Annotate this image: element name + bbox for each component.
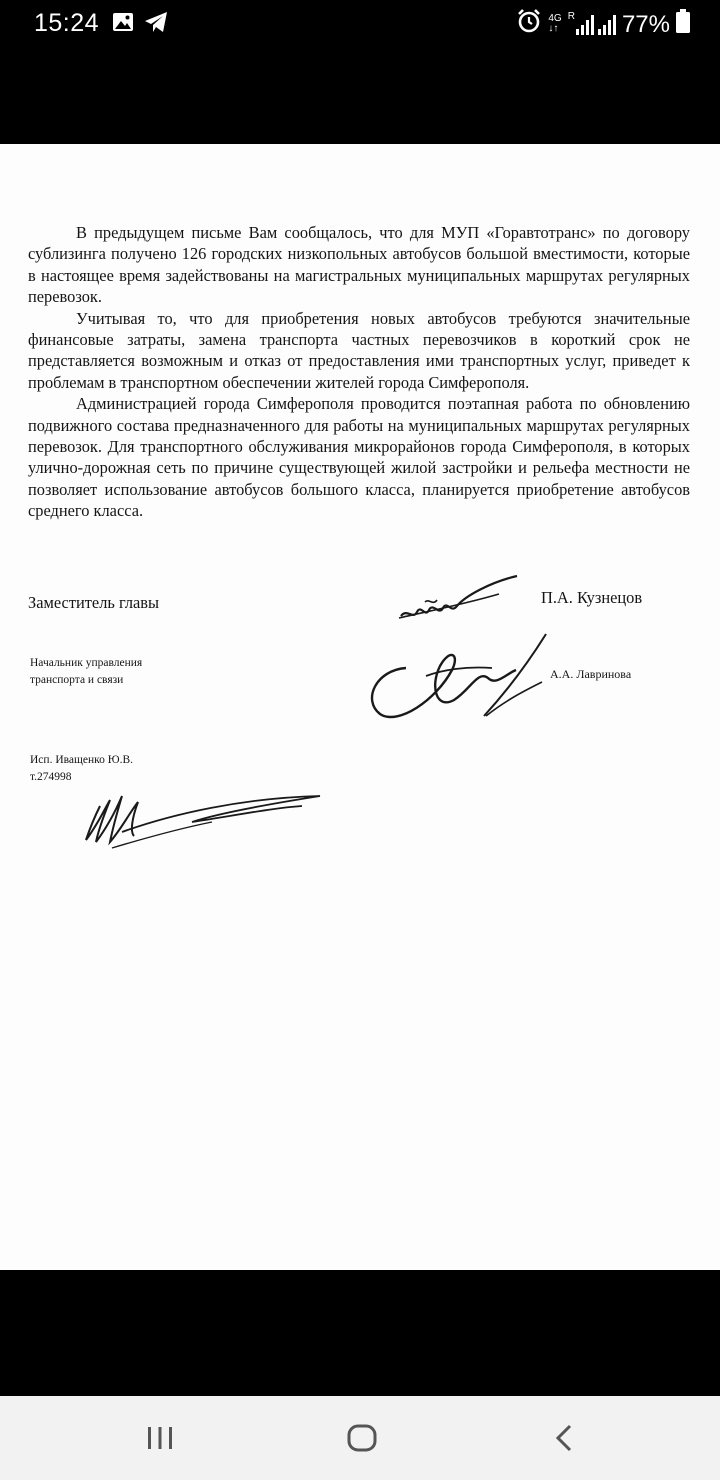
bottom-black-area (0, 1270, 720, 1396)
top-black-area (0, 48, 720, 144)
document-page (0, 144, 720, 1270)
home-button[interactable] (332, 1416, 392, 1460)
status-bar (0, 0, 720, 48)
signature-executor (82, 776, 327, 856)
signature-head (366, 630, 556, 726)
image-icon (112, 12, 134, 37)
recent-apps-button[interactable] (130, 1416, 190, 1460)
network-type: 4G ↓↑ (548, 12, 562, 34)
telegram-icon (144, 11, 168, 38)
executor-phone: т.274998 (30, 771, 72, 783)
head-title-line2: транспорта и связи (30, 674, 124, 686)
battery-icon (676, 9, 690, 40)
head-name: А.А. Лавринова (550, 667, 632, 681)
signature-deputy (395, 568, 525, 628)
recent-apps-icon (145, 1425, 175, 1451)
home-icon (346, 1423, 378, 1453)
head-title-line1: Начальник управления (30, 657, 143, 669)
paragraph-3: Администрацией города Симферополя проводится поэтапная работа по обновлению подвижного состава предназначенного для работы на муниципальных маршрутах регулярных перевозок. Для транспортного обслуживания микрорайонов города Симферополя, в которых улично-дорожная сеть по причине существующей жилой застройки и рельефа местности не позволяет использование автобусов большого класса, планируется приобретение автобусов среднего класса. (28, 394, 690, 521)
executor: Исп. Иващенко Ю.В. (30, 754, 133, 766)
battery-percent: 77% (621, 10, 670, 38)
paragraph-1: В предыдущем письме Вам сообщалось, что для МУП «Горавтотранс» по договору сублизинга получено 126 городских низкопольных автобусов большой вместимости, которые в настоящее время задействованы на магистральных муниципальных маршрутах регулярных перевозок. (28, 223, 690, 307)
alarm-icon (516, 8, 542, 41)
signal-icon (567, 10, 616, 36)
back-button[interactable] (534, 1416, 594, 1460)
back-icon (552, 1423, 576, 1453)
roaming-indicator: R (567, 10, 575, 22)
document-body (28, 222, 690, 522)
status-time: 15:24 (34, 9, 100, 37)
paragraph-2: Учитывая то, что для приобретения новых автобусов требуются значительные финансовые затраты, замена транспорта частных перевозчиков в короткий срок не представляется возможным и отказ от предоставления ими транспортных услуг, приведет к проблемам в транспортном обеспечении жителей города Симферополя. (28, 308, 690, 392)
deputy-name: П.А. Кузнецов (541, 588, 643, 607)
deputy-title: Заместитель главы (28, 593, 160, 612)
navigation-bar (0, 1396, 720, 1480)
